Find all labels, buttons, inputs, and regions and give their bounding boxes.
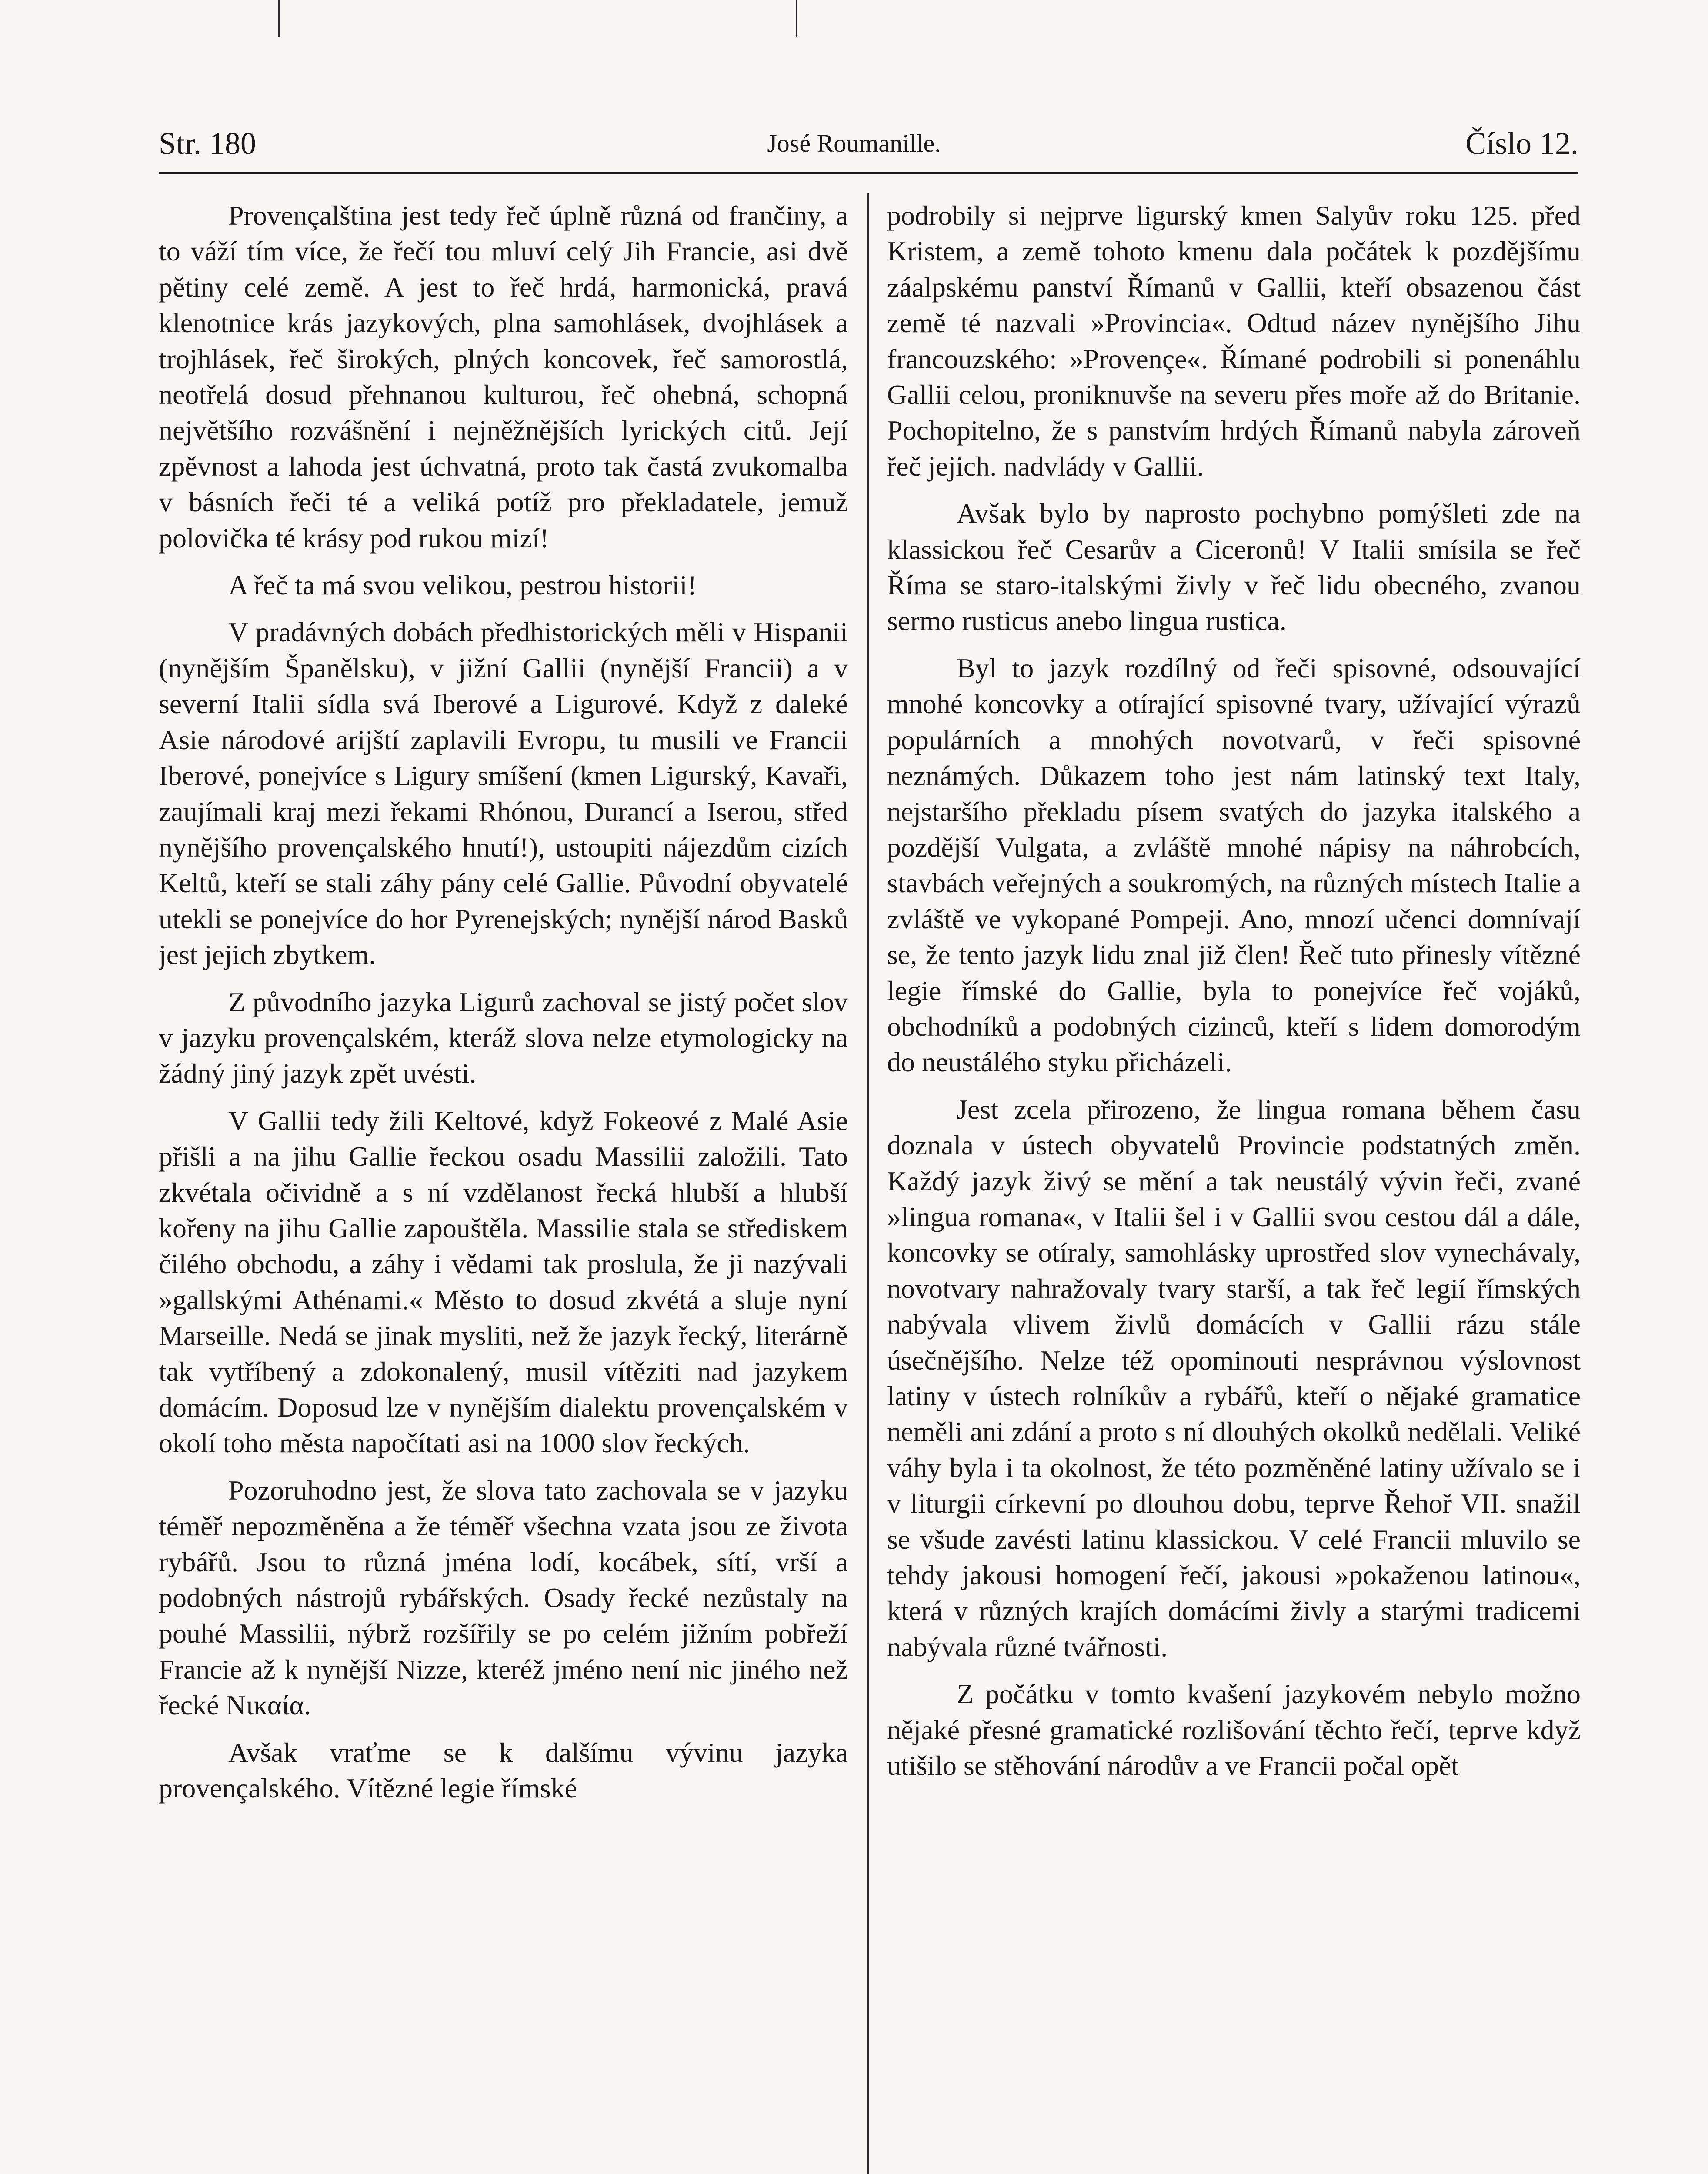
paragraph: Avšak vraťme se k dalšímu vývinu jazyka provençalského. Vítězné legie římské [159,1737,848,1804]
paragraph: Pozoruhodno jest, že slova tato zachovala se v jazyku téměř nepozměněna a že téměř všechna vzata jsou ze života rybářů. Jsou to různá jména lodí, kocábek, sítí, vrší a podobných nástrojů rybářských. Osady řecké nezůstaly na pouhé Massilii, nýbrž rozšířily se po celém jižním pobřeží Francie až k nynější Nizze, kteréž jméno není nic jiného než řecké Νικαία. [159,1474,848,1721]
paragraph: Byl to jazyk rozdílný od řeči spisovné, odsouvající mnohé koncovky a otírající spisovné tvary, užívající výrazů populárních a mnohých novotvarů, v řeči spisovné neznámých. Důkazem toho jest nám latinský text Italy, nejstaršího překladu písem svatých do jazyka italského a pozdější Vulgata, a zvláště mnohé nápisy na náhrobcích, stavbách veřejných a soukromých, na různých místech Italie a zvláště ve vykopané Pompeji. Ano, mnozí učenci domnívají se, že tento jazyk lidu znal již člen! Řeč tuto přinesly vítězné legie římské do Gallie, byla to ponejvíce řeč vojáků, obchodníků a podobných cizinců, kteří s lidem domorodým do neustálého styku přicházeli. [887,652,1581,1078]
paragraph: podrobily si nejprve ligurský kmen Salyův roku 125. před Kristem, a země tohoto kmenu dala počátek k pozdějšímu záalpskému panství Římanů v Gallii, kteří obsazenou část země té nazvali »Provincia«. Odtud název nynějšího Jihu francouzského: »Provençe«. Římané podrobili si ponenáhlu Gallii celou, proniknuvše na severu přes moře až do Britanie. Pochopitelno, že s panstvím hrdých Římanů nabyla zároveň řeč jejich. nadvlády v Gallii. [887,200,1581,482]
issue-number: Číslo 12. [1465,126,1578,161]
paragraph: Provençalština jest tedy řeč úplně různá od frančiny, a to váží tím více, že řečí tou mluví celý Jih Francie, asi dvě pětiny celé země. A jest to řeč hrdá, harmonická, pravá klenotnice krás jazykových, plna samohlásek, dvojhlásek a trojhlásek, řeč širokých, plných koncovek, řeč samorostlá, neotřelá dosud přehnanou kulturou, řeč ohebná, schopná největšího rozvášnění i nejněžnějších lyrických citů. Její zpěvnost a lahoda jest úchvatná, proto tak častá zvukomalba v básních řeči té a veliká potíž pro překladatele, jemuž polovička té krásy pod rukou mizí! [159,200,848,554]
paragraph: V pradávných dobách předhistorických měli v Hispanii (nynějším Španělsku), v jižní Gallii (nynější Francii) a v severní Italii sídla svá Iberové a Ligurové. Když z daleké Asie národové arijští zaplavili Evropu, tu musili ve Francii Iberové, ponejvíce s Ligury smíšení (kmen Ligurský, Kavaři, zaujímali kraj mezi řekami Rhónou, Durancí a Iserou, střed nynějšího provençalského hnutí!), ustoupiti nájezdům cizích Keltů, kteří se stali záhy pány celé Gallie. Původní obyvatelé utekli se ponejvíce do hor Pyrenejských; nynější národ Basků jest jejich zbytkem. [159,617,848,970]
header-rule [159,172,1578,174]
paragraph: V Gallii tedy žili Keltové, když Fokeové z Malé Asie přišli a na jihu Gallie řeckou osadu Massilii založili. Tato zkvétala očividně a s ní vzdělanost řecká hlubší a hlubší kořeny na jihu Gallie zapouštěla. Massilie stala se střediskem čilého obchodu, a záhy i vědami tak proslula, že ji nazývali »gallskými Athénami.« Město to dosud zkvétá a sluje nyní Marseille. Nedá se jinak mysliti, než že jazyk řecký, literárně tak vytříbený a zdokonalený, musil vítěziti nad jazykem domácím. Doposud lze v nynějším dialektu provençalském v okolí toho města napočítati asi na 1000 slov řeckých. [159,1105,848,1459]
paragraph: Avšak bylo by naprosto pochybno pomýšleti zde na klassickou řeč Cesarův a Ciceronů! V Italii smísila se řeč Říma se staro-italskými živly v řeč lidu obecného, zvanou sermo rusticus anebo lingua rustica. [887,498,1581,637]
paragraph: Jest zcela přirozeno, že lingua romana během času doznala v ústech obyvatelů Provincie podstatných změn. Každý jazyk živý se mění a tak neustálý vývin řeči, zvané »lingua romana«, v Italii šel i v Gallii svou cestou dál a dále, koncovky se otíraly, samohlásky uprostřed slov vynechávaly, novotvary nahražovaly tvary starší, a tak řeč legií římských nabývala vlivem živlů domácích v Gallii rázu stále úsečnějšího. Nelze též opominouti nesprávnou výslovnost latiny v ústech rolníkův a rybářů, kteří o nějaké gramatice neměli ani zdání a proto s ní dlouhých okolků nedělali. Veliké váhy byla i ta okolnost, že této pozměněné latiny užívalo se i v liturgii církevní po dlouhou dobu, teprve Řehoř VII. snažil se všude zavésti latinu klassickou. V celé Francii mluvilo se tehdy jakousi homogení řečí, jakousi »pokaženou latinou«, která v různých krajích domácími živly a starými tradicemi nabývala různé tvářnosti. [887,1094,1581,1662]
running-title: José Roumanille. [767,129,941,157]
paragraph: Z počátku v tomto kvašení jazykovém nebylo možno nějaké přesné gramatické rozlišování těchto řečí, teprve když utišilo se stěhování národův a ve Francii počal opět [887,1678,1581,1781]
page-header [0,0,1708,183]
left-column [159,198,848,2174]
column-divider [867,193,869,2174]
paragraph: Z původního jazyka Ligurů zachoval se jistý počet slov v jazyku provençalském, kteráž slova nelze etymologicky na žádný jiný jazyk zpět uvésti. [159,986,848,1089]
paragraph: A řeč ta má svou velikou, pestrou historii! [228,570,697,601]
right-column [887,198,1581,2174]
page-number: Str. 180 [159,126,257,161]
